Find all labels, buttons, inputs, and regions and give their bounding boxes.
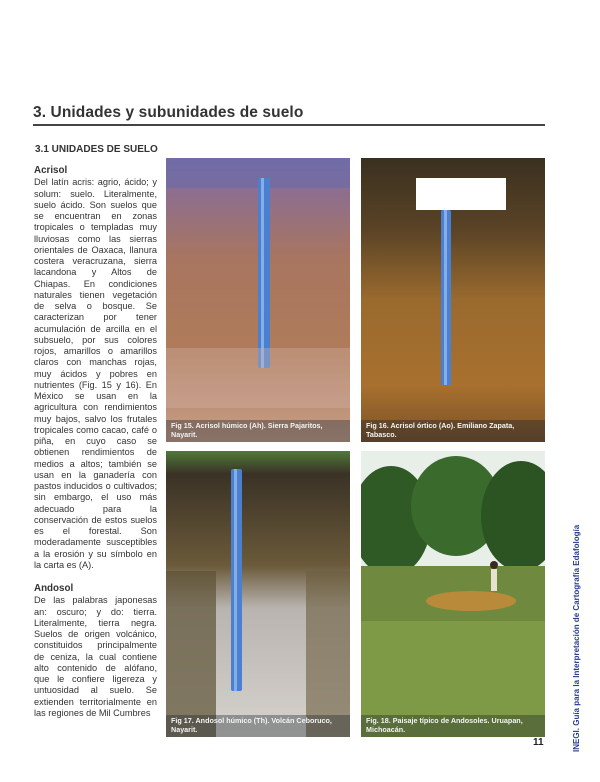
section-heading: 3.1 UNIDADES DE SUELO	[35, 144, 158, 155]
title-rule	[33, 124, 545, 126]
figure-16-caption: Fig 16. Acrisol órtico (Ao). Emiliano Zapata, Tabasco.	[361, 420, 545, 442]
term-andosol: Andosol	[34, 583, 74, 594]
side-publication-text: INEGI. Guía para la Interpretación de Cartografía Edafología	[572, 524, 581, 752]
figure-17-photo	[166, 451, 350, 737]
text-column	[34, 165, 157, 719]
figure-15-caption: Fig 15. Acrisol húmico (Ah). Sierra Pajaritos, Nayarit.	[166, 420, 350, 442]
paragraph-andosol: De las palabras japonesas an: oscuro; y do: tierra. Literalmente, tierra negra. Suelos de origen volcánico, constituidos principalmente de ceniza, la cual contiene alto contenido de alófano, que le confiere ligereza y untuosidad al suelo. Se extienden territorialmente en las regiones de Mil Cumbres	[34, 595, 157, 718]
figure-17-caption: Fig 17. Andosol húmico (Th). Volcán Ceboruco, Nayarit.	[166, 715, 350, 737]
page-number: 11	[533, 737, 544, 748]
figure-16-photo	[361, 158, 545, 442]
spacer	[34, 571, 157, 583]
figure-18-photo	[361, 451, 545, 737]
soil-profile-image	[361, 158, 545, 442]
soil-profile-image	[166, 451, 350, 737]
paragraph-acrisol: Del latín acris: agrio, ácido; y solum: suelo. Literalmente, suelo ácido. Son suelos que se encuentran en zonas tropicales o templadas muy lluviosas como las sierras orientales de Oaxaca, llanura costera veracruzana, sierra lacandona y Altos de Chiapas. En condiciones naturales tienen vegetación de selva o bosque. Se caracterizan por tener acumulación de arcilla en el subsuelo, por sus colores rojos, amarillos o amarillos claros con manchas rojas, muy ácidos y pobres en nutrientes (Fig. 15 y 16). En México se usan en la agricultura con rendimientos muy bajos, salvo los frutales tropicales como cacao, café o piña, en cuyo caso se obtienen rendimientos de medios a altos; también se usan en la ganadería con pastos inducidos o cultivados; sin embargo, el uso más adecuado para la conservación de estos suelos es el forestal. Son moderadamente susceptibles a la erosión y su símbolo en la carta es (A).	[34, 177, 157, 570]
landscape-image	[361, 451, 545, 737]
soil-profile-image	[166, 158, 350, 442]
figure-18-caption: Fig. 18. Paisaje típico de Andosoles. Uruapan, Michoacán.	[361, 715, 545, 737]
chapter-title: 3. Unidades y subunidades de suelo	[33, 104, 304, 121]
term-acrisol: Acrisol	[34, 165, 68, 176]
figure-15-photo	[166, 158, 350, 442]
